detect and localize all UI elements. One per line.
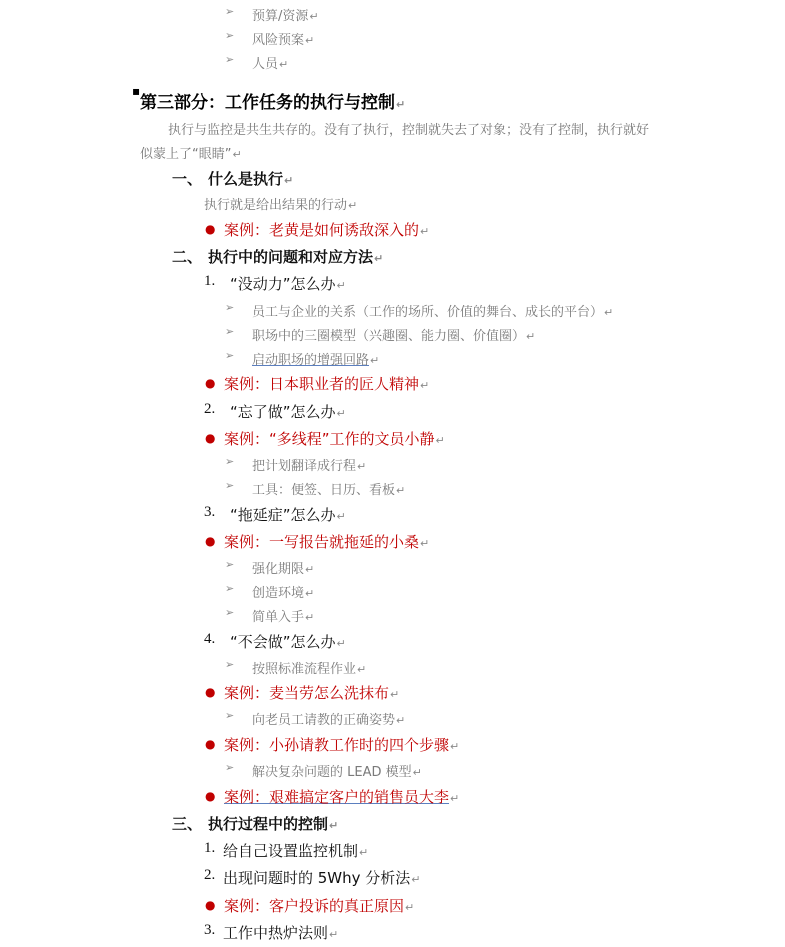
- red-dot-bullet-icon: ●: [205, 222, 216, 236]
- heading-marker-icon: ▪: [132, 84, 141, 98]
- paragraph-mark-icon: ↵: [396, 714, 406, 727]
- paragraph-mark-icon: ↵: [526, 330, 536, 343]
- paragraph-mark-icon: ↵: [405, 901, 415, 914]
- paragraph-mark-icon: ↵: [279, 58, 289, 71]
- section-title: 执行过程中的控制: [208, 815, 329, 833]
- intro-paragraph-line2: 似蒙上了“眼睛”↵: [140, 147, 242, 162]
- section-title: 执行中的问题和对应方法: [208, 248, 374, 266]
- arrow-bullet-icon: ➢: [225, 761, 235, 774]
- paragraph-mark-icon: ↵: [305, 587, 315, 600]
- paragraph-mark-icon: ↵: [370, 354, 380, 367]
- paragraph-mark-icon: ↵: [336, 279, 346, 292]
- arrow-bullet-icon: ➢: [225, 455, 235, 468]
- paragraph-mark-icon: ↵: [336, 637, 346, 650]
- arrow-bullet-icon: ➢: [225, 5, 235, 18]
- paragraph-mark-icon: ↵: [359, 846, 369, 859]
- section-title: 什么是执行: [208, 170, 284, 188]
- paragraph-mark-icon: ↵: [348, 199, 358, 212]
- red-dot-bullet-icon: ●: [205, 431, 216, 445]
- paragraph-mark-icon: ↵: [396, 484, 406, 497]
- paragraph-mark-icon: ↵: [309, 10, 319, 23]
- arrow-bullet-icon: ➢: [225, 606, 235, 619]
- paragraph-mark-icon: ↵: [305, 611, 315, 624]
- paragraph-mark-icon: ↵: [284, 174, 294, 187]
- arrow-bullet-icon: ➢: [225, 325, 235, 338]
- paragraph-mark-icon: ↵: [357, 663, 367, 676]
- arrow-bullet-icon: ➢: [225, 658, 235, 671]
- part-heading: [132, 84, 406, 113]
- red-dot-bullet-icon: ●: [205, 685, 216, 699]
- paragraph-mark-icon: ↵: [435, 434, 445, 447]
- arrow-bullet-icon: ➢: [225, 53, 235, 66]
- paragraph-mark-icon: ↵: [336, 510, 346, 523]
- section-description: 执行就是给出结果的行动↵: [204, 198, 358, 213]
- red-dot-bullet-icon: ●: [205, 737, 216, 751]
- paragraph-mark-icon: ↵: [390, 688, 400, 701]
- intro-paragraph-line1: 执行与监控是共生共存的。没有了执行，控制就失去了对象；没有了控制，执行就好: [168, 123, 650, 138]
- paragraph-mark-icon: ↵: [450, 792, 460, 805]
- paragraph-mark-icon: ↵: [412, 766, 422, 779]
- arrow-bullet-icon: ➢: [225, 349, 235, 362]
- paragraph-mark-icon: ↵: [396, 98, 406, 111]
- arrow-bullet-icon: ➢: [225, 479, 235, 492]
- red-dot-bullet-icon: ●: [205, 789, 216, 803]
- red-dot-bullet-icon: ●: [205, 898, 216, 912]
- paragraph-mark-icon: ↵: [420, 225, 430, 238]
- arrow-bullet-icon: ➢: [225, 301, 235, 314]
- arrow-bullet-icon: ➢: [225, 29, 235, 42]
- paragraph-mark-icon: ↵: [329, 819, 339, 832]
- paragraph-mark-icon: ↵: [604, 306, 614, 319]
- paragraph-mark-icon: ↵: [374, 252, 384, 265]
- paragraph-mark-icon: ↵: [420, 537, 430, 550]
- arrow-bullet-icon: ➢: [225, 558, 235, 571]
- paragraph-mark-icon: ↵: [420, 379, 430, 392]
- paragraph-mark-icon: ↵: [336, 407, 346, 420]
- red-dot-bullet-icon: ●: [205, 534, 216, 548]
- paragraph-mark-icon: ↵: [305, 563, 315, 576]
- part-title: 第三部分：工作任务的执行与控制: [140, 93, 395, 113]
- arrow-bullet-icon: ➢: [225, 582, 235, 595]
- arrow-bullet-icon: ➢: [225, 709, 235, 722]
- paragraph-mark-icon: ↵: [305, 34, 315, 47]
- paragraph-mark-icon: ↵: [357, 460, 367, 473]
- red-dot-bullet-icon: ●: [205, 376, 216, 390]
- paragraph-mark-icon: ↵: [450, 740, 460, 753]
- paragraph-mark-icon: ↵: [411, 873, 421, 886]
- paragraph-mark-icon: ↵: [329, 928, 339, 941]
- paragraph-mark-icon: ↵: [232, 148, 242, 161]
